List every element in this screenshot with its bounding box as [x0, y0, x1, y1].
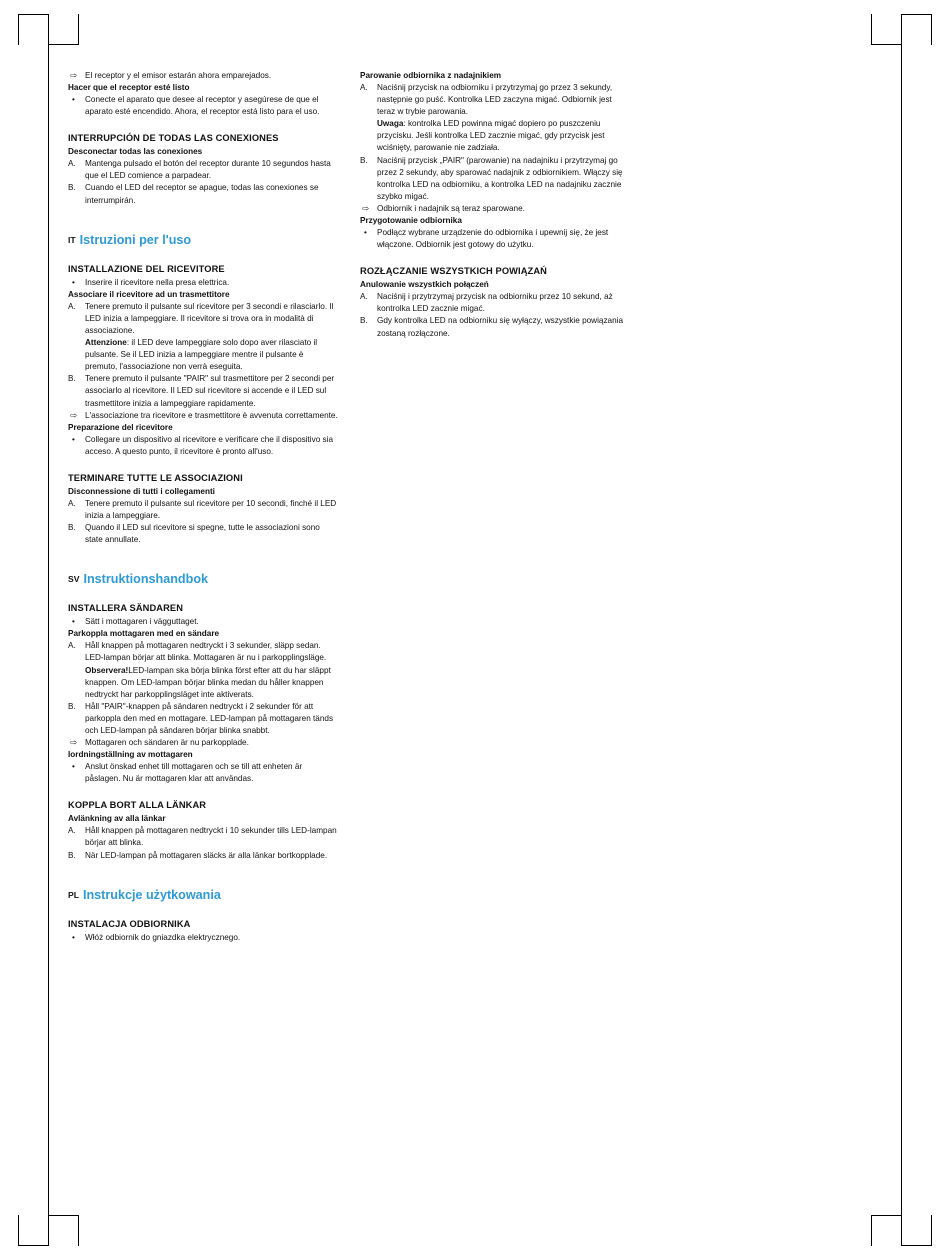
lettered-step: [360, 82, 630, 118]
bullet-line: [68, 277, 338, 289]
paragraph-text: Podłącz wybrane urządzenie do odbiornika i upewnij się, że jest włączone. Odbiornik jest gotowy do użytku.: [377, 228, 609, 250]
bullet-icon: •: [72, 434, 75, 444]
language-title: Istruzioni per l'uso: [79, 232, 192, 247]
step-marker: B.: [68, 523, 76, 533]
paragraph-text: Collegare un dispositivo al ricevitore e verificare che il dispositivo sia acceso. A questo punto, il ricevitore è pronto all'uso.: [85, 434, 334, 456]
sub-heading: Parkoppla mottagaren med en sändare: [68, 629, 220, 639]
arrow-icon: ⇨: [70, 410, 78, 421]
paragraph-text: Naciśnij i przytrzymaj przycisk na odbiorniku przez 10 sekund, aż kontrolka LED zacznie migać.: [377, 292, 613, 314]
paragraph-text: När LED-lampan på mottagaren släcks är alla länkar bortkopplade.: [85, 850, 328, 860]
step-marker: A.: [360, 292, 368, 302]
crop-mark-bottom-left-inner: [48, 1215, 79, 1246]
note-paragraph: [68, 665, 338, 701]
note-paragraph: [360, 118, 630, 154]
left-text-column: [68, 70, 338, 944]
section-heading: ROZŁĄCZANIE WSZYSTKICH POWIĄZAŃ: [360, 266, 547, 277]
result-line: [68, 737, 338, 749]
paragraph-text: L'associazione tra ricevitore e trasmettitore è avvenuta correttamente.: [85, 410, 338, 420]
bullet-line: [68, 616, 338, 628]
section-heading: INSTALACJA ODBIORNIKA: [68, 918, 191, 929]
paragraph-text: Tenere premuto il pulsante sul ricevitore per 10 secondi, finché il LED inizia a lampeggiare.: [85, 498, 337, 520]
paragraph-text: Håll knappen på mottagaren nedtryckt i 10 sekunder tills LED-lampan börjar att blinka.: [85, 826, 337, 848]
language-code: SV: [68, 574, 80, 585]
paragraph-text: Conecte el aparato que desee al receptor y asegúrese de que el aparato esté encendido. Ahora, el receptor está listo para el uso.: [85, 95, 320, 117]
crop-mark-bottom-right: [901, 1215, 932, 1246]
sub-heading: Parowanie odbiornika z nadajnikiem: [360, 71, 502, 80]
crop-mark-top-left-inner: [48, 14, 79, 45]
crop-mark-top-left: [18, 14, 49, 45]
section-heading: TERMINARE TUTTE LE ASSOCIAZIONI: [68, 472, 243, 483]
bullet-icon: •: [72, 762, 75, 772]
lettered-step: [68, 301, 338, 337]
paragraph-text: Gdy kontrolka LED na odbiorniku się wyłączy, wszystkie powiązania zostaną rozłączone.: [377, 316, 624, 338]
crop-mark-bottom-left: [18, 1215, 49, 1246]
step-marker: B.: [360, 316, 368, 326]
paragraph-text: Anslut önskad enhet till mottagaren och se till att enheten är påslagen. Nu är mottagaren klar att användas.: [85, 762, 303, 784]
bullet-icon: •: [72, 95, 75, 105]
sub-heading: Iordningställning av mottagaren: [68, 750, 193, 760]
bullet-line: [360, 227, 630, 251]
step-marker: A.: [68, 301, 76, 311]
result-line: [68, 410, 338, 422]
note-text: : kontrolka LED powinna migać dopiero po puszczeniu przycisku. Jeśli kontrolka LED zacznie migać, gdy przycisk jest wciśnięty, parowanie nie zadziała.: [377, 119, 605, 153]
sub-heading: Avlänkning av alla länkar: [68, 814, 166, 824]
paragraph-text: Håll "PAIR"-knappen på sändaren nedtryckt i 2 sekunder för att parkoppla den med en mottagare. LED-lampan på mottagaren tänds och LED-lampan på sändaren börjar blinka snabbt.: [85, 701, 334, 735]
crop-mark-top-right: [901, 14, 932, 45]
trim-line-left: [48, 14, 49, 1246]
paragraph-text: Sätt i mottagaren i vägguttaget.: [85, 617, 199, 627]
paragraph-text: Naciśnij przycisk na odbiorniku i przytrzymaj go przez 3 sekundy, następnie go puść. Kontrolka LED zaczyna migać. Odbiornik jest teraz w trybie parowania.: [377, 83, 613, 117]
result-line: [68, 70, 338, 82]
note-text: : il LED deve lampeggiare solo dopo aver rilasciato il pulsante. Se il LED inizia a lampeggiare mentre il pulsante è premuto, l'associazione non verrà eseguita.: [85, 338, 318, 372]
lettered-step: [68, 640, 338, 664]
bullet-icon: •: [72, 617, 75, 627]
sub-heading: Hacer que el receptor esté listo: [68, 83, 190, 93]
crop-mark-top-right-inner: [871, 14, 902, 45]
bullet-line: [68, 761, 338, 785]
sub-heading: Preparazione del ricevitore: [68, 422, 173, 432]
section-heading: INSTALLERA SÄNDAREN: [68, 603, 184, 614]
lettered-step: [360, 315, 630, 339]
step-marker: A.: [68, 159, 76, 169]
bullet-line: [68, 94, 338, 118]
section-heading: KOPPLA BORT ALLA LÄNKAR: [68, 800, 207, 811]
paragraph-text: El receptor y el emisor estarán ahora emparejados.: [85, 71, 272, 80]
sub-heading: Przygotowanie odbiornika: [360, 216, 462, 226]
paragraph-text: Włóż odbiornik do gniazdka elektrycznego.: [85, 932, 241, 942]
step-marker: A.: [68, 826, 76, 836]
paragraph-text: Cuando el LED del receptor se apague, todas las conexiones se interrumpirán.: [85, 183, 319, 205]
language-title: Instruktionshandbok: [83, 572, 209, 587]
arrow-icon: ⇨: [70, 738, 78, 749]
bullet-line: [68, 434, 338, 458]
section-heading: INTERRUPCIÓN DE TODAS LAS CONEXIONES: [68, 133, 279, 144]
step-marker: B.: [68, 850, 76, 860]
section-heading: INSTALLAZIONE DEL RICEVITORE: [68, 263, 225, 274]
sub-heading: Desconectar todas las conexiones: [68, 147, 203, 157]
paragraph-text: Mottagaren och sändaren är nu parkopplade.: [85, 738, 249, 748]
note-paragraph: [68, 337, 338, 373]
result-line: [360, 203, 630, 215]
language-code: IT: [68, 234, 76, 245]
arrow-icon: ⇨: [362, 203, 370, 214]
language-title: Instrukcje użytkowania: [82, 887, 221, 902]
step-marker: B.: [68, 183, 76, 193]
step-marker: A.: [68, 498, 76, 508]
lettered-step: [68, 522, 338, 546]
paragraph-text: Naciśnij przycisk „PAIR" (parowanie) na nadajniku i przytrzymaj go przez 2 sekundy, aby sparować nadajnik z odbiornikiem. Włączy się kontrolka LED na odbiorniku, a kontrolka LED na nadajniku zacznie szybko migać.: [377, 155, 623, 201]
paragraph-text: Inserire il ricevitore nella presa elettrica.: [85, 277, 230, 287]
note-label: Uwaga: [377, 119, 404, 129]
paragraph-text: Odbiornik i nadajnik są teraz sparowane.: [377, 203, 525, 213]
right-text-column: [360, 70, 630, 340]
lettered-step: [68, 701, 338, 737]
note-label: Observera!: [85, 665, 129, 675]
language-section-heading: [68, 233, 338, 249]
bullet-icon: •: [364, 228, 367, 238]
note-text: LED-lampan ska börja blinka först efter att du har släppt knappen. Om LED-lampan börjar blinka medan du håller knappen nedtryckt har parkopplingsläget inte aktiverats.: [85, 665, 331, 699]
lettered-step: [360, 291, 630, 315]
arrow-icon: ⇨: [70, 71, 78, 81]
lettered-step: [68, 850, 338, 862]
bullet-line: [68, 932, 338, 944]
crop-mark-bottom-right-inner: [871, 1215, 902, 1246]
sub-heading: Anulowanie wszystkich połączeń: [360, 280, 489, 290]
note-label: Attenzione: [85, 338, 127, 348]
lettered-step: [360, 155, 630, 203]
language-code: PL: [68, 889, 79, 900]
lettered-step: [68, 158, 338, 182]
lettered-step: [68, 498, 338, 522]
step-marker: B.: [360, 155, 368, 165]
lettered-step: [68, 373, 338, 409]
paragraph-text: Quando il LED sul ricevitore si spegne, tutte le associazioni sono state annullate.: [85, 523, 320, 545]
step-marker: B.: [68, 374, 76, 384]
lettered-step: [68, 825, 338, 849]
bullet-icon: •: [72, 932, 75, 942]
paragraph-text: Håll knappen på mottagaren nedtryckt i 3 sekunder, släpp sedan. LED-lampan börjar att blinka. Mottagaren är nu i parkopplingsläge.: [85, 641, 327, 663]
step-marker: A.: [68, 641, 76, 651]
language-section-heading: [68, 888, 338, 904]
paragraph-text: Tenere premuto il pulsante "PAIR" sul trasmettitore per 2 secondi per associarlo al ricevitore. Il LED sul ricevitore si accende e il LED sul trasmettitore inizia a lampeggiare rapidamente.: [85, 374, 335, 408]
bullet-icon: •: [72, 277, 75, 287]
lettered-step: [68, 182, 338, 206]
trim-line-right: [901, 14, 902, 1246]
step-marker: B.: [68, 701, 76, 711]
paragraph-text: Mantenga pulsado el botón del receptor durante 10 segundos hasta que el LED comience a parpadear.: [85, 159, 331, 181]
step-marker: A.: [360, 83, 368, 92]
sub-heading: Associare il ricevitore ad un trasmettitore: [68, 289, 230, 299]
paragraph-text: Tenere premuto il pulsante sul ricevitore per 3 secondi e rilasciarlo. Il LED inizia a lampeggiare. Il ricevitore si trova ora in modalità di associazione.: [85, 301, 334, 335]
language-section-heading: [68, 572, 338, 588]
sub-heading: Disconnessione di tutti i collegamenti: [68, 486, 215, 496]
